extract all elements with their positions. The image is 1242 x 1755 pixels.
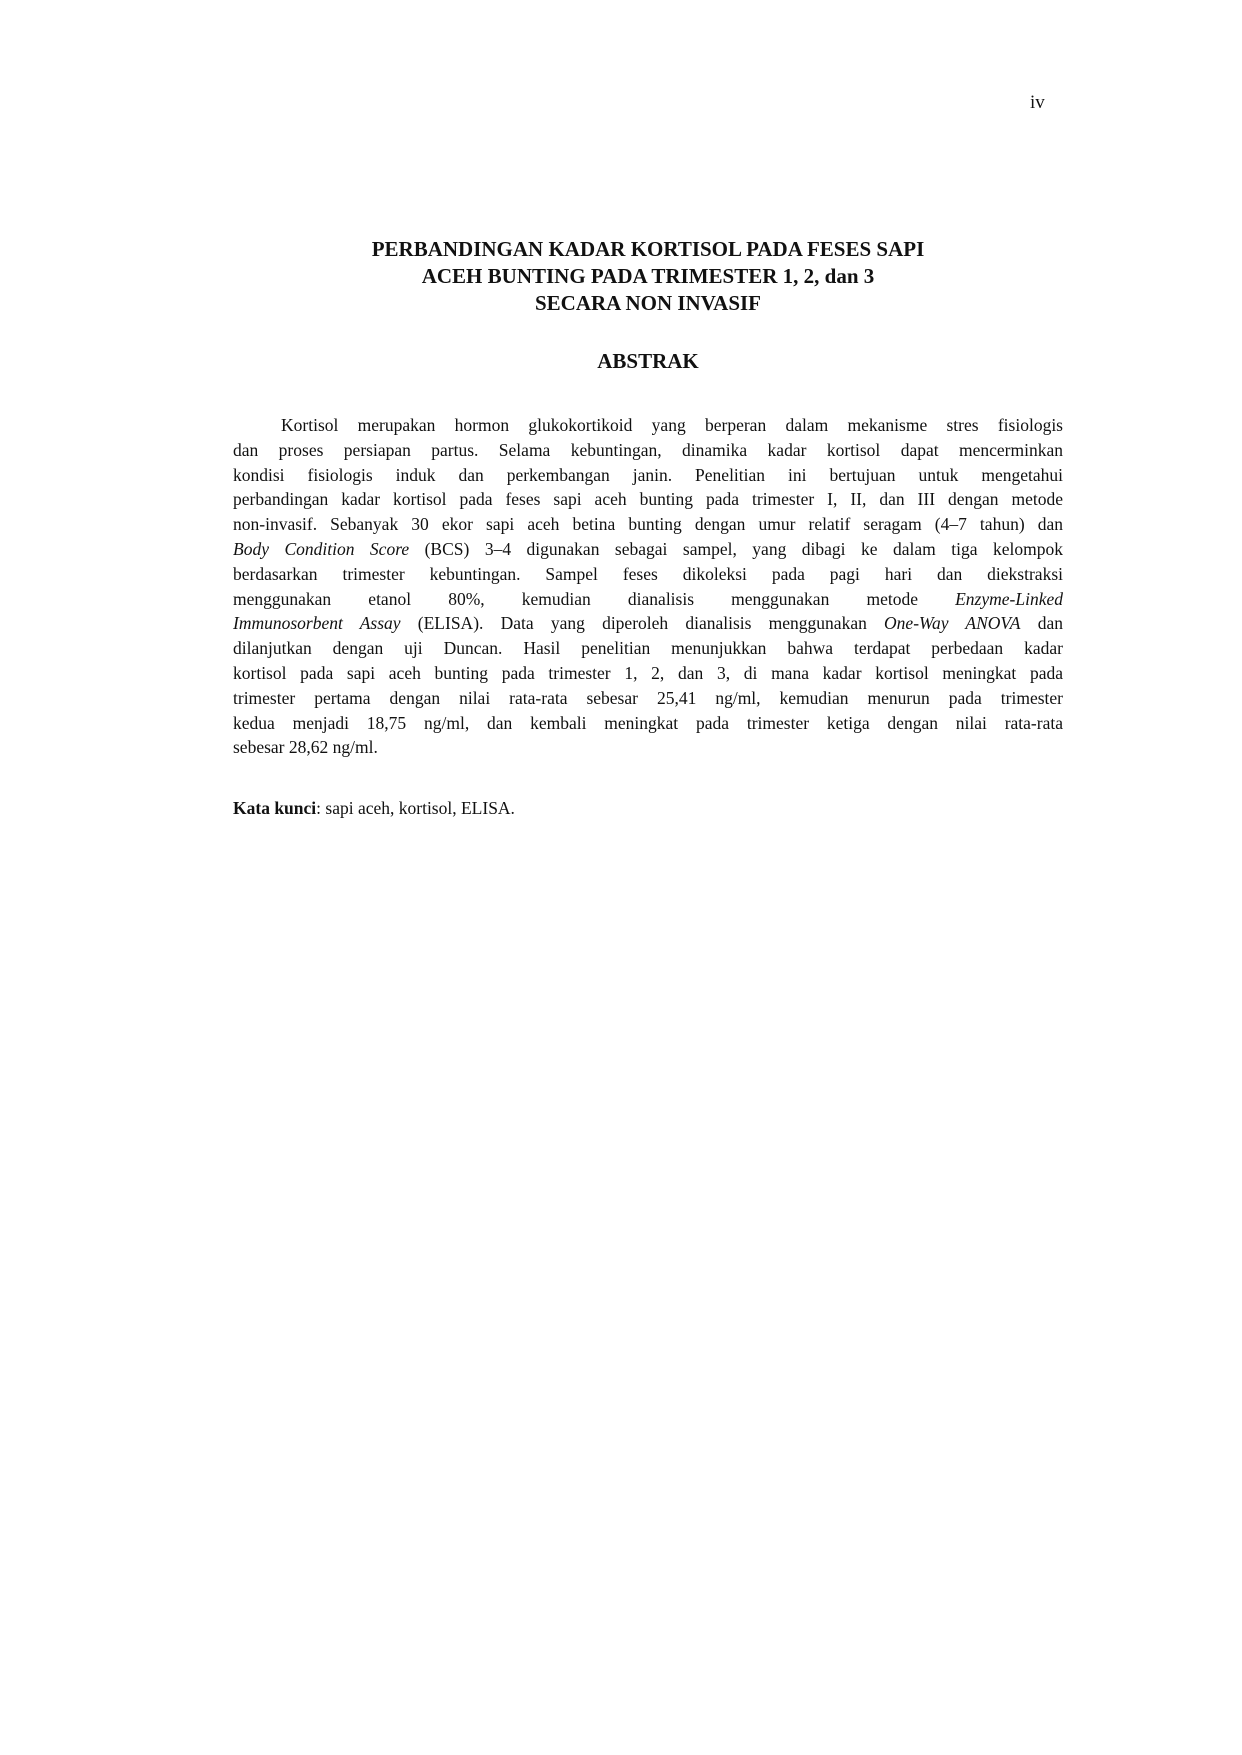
keywords — [233, 798, 515, 819]
text-segment: (BCS) 3–4 digunakan sebagai sampel, yang dibagi ke dalam tiga kelompok — [409, 538, 1063, 559]
title-line: ACEH BUNTING PADA TRIMESTER 1, 2, dan 3 — [421, 264, 875, 288]
text-segment: (ELISA). Data yang diperoleh dianalisis menggunakan — [400, 613, 885, 634]
text-segment: kedua menjadi 18,75 ng/ml, dan kembali meningkat pada trimester ketiga dengan nilai rata-rata — [233, 712, 1063, 733]
abstract-line — [233, 562, 1063, 587]
abstract-line — [233, 487, 1063, 512]
text-segment: Kortisol merupakan hormon glukokortikoid yang berperan dalam mekanisme stres fisiologis — [281, 415, 1063, 435]
italic-term: Body Condition Score — [233, 538, 410, 559]
title-line: PERBANDINGAN KADAR KORTISOL PADA FESES SAPI — [371, 237, 925, 261]
text-segment: kondisi fisiologis induk dan perkembangan janin. Penelitian ini bertujuan untuk mengetahui — [233, 464, 1063, 485]
keywords-text: : sapi aceh, kortisol, ELISA. — [316, 798, 515, 818]
italic-term: Immunosorbent Assay — [233, 613, 401, 634]
document-title — [233, 236, 1063, 317]
text-segment: kortisol pada sapi aceh bunting pada trimester 1, 2, dan 3, di mana kadar kortisol meningkat pada — [233, 662, 1063, 683]
abstract-line — [233, 537, 1063, 562]
title-line: SECARA NON INVASIF — [535, 291, 761, 315]
text-segment: dilanjutkan dengan uji Duncan. Hasil penelitian menunjukkan bahwa terdapat perbedaan kadar — [233, 638, 1063, 659]
italic-term: One-Way ANOVA — [884, 613, 1021, 634]
abstract-line — [233, 735, 1063, 760]
page-number: iv — [1030, 92, 1045, 113]
text-segment: dan proses persiapan partus. Selama kebuntingan, dinamika kadar kortisol dapat mencerminkan — [233, 439, 1063, 460]
text-segment: menggunakan etanol 80%, kemudian dianalisis menggunakan metode — [233, 588, 956, 609]
abstract-heading: ABSTRAK — [597, 349, 699, 373]
keywords-label: Kata kunci — [233, 798, 317, 818]
abstract-line — [233, 413, 1063, 438]
italic-term: Enzyme-Linked — [955, 588, 1063, 609]
abstract-line — [233, 463, 1063, 488]
text-segment: trimester pertama dengan nilai rata-rata sebesar 25,41 ng/ml, kemudian menurun pada trimester — [233, 687, 1063, 708]
abstract-line — [233, 587, 1063, 612]
text-segment: berdasarkan trimester kebuntingan. Sampel feses dikoleksi pada pagi hari dan diekstraksi — [233, 563, 1063, 584]
abstract-line — [233, 686, 1063, 711]
abstract-line — [233, 711, 1063, 736]
abstract-line — [233, 438, 1063, 463]
abstract-body — [233, 413, 1063, 760]
text-segment: perbandingan kadar kortisol pada feses sapi aceh bunting pada trimester I, II, dan III dengan metode — [233, 489, 1063, 510]
text-segment: sebesar 28,62 ng/ml. — [233, 737, 378, 758]
abstract-line — [233, 661, 1063, 686]
abstract-line — [233, 512, 1063, 537]
text-segment: non-invasif. Sebanyak 30 ekor sapi aceh betina bunting dengan umur relatif seragam (4–7 tahun) dan — [233, 514, 1063, 535]
abstract-line — [233, 636, 1063, 661]
abstract-line — [233, 611, 1063, 636]
text-segment: dan — [1020, 613, 1063, 634]
